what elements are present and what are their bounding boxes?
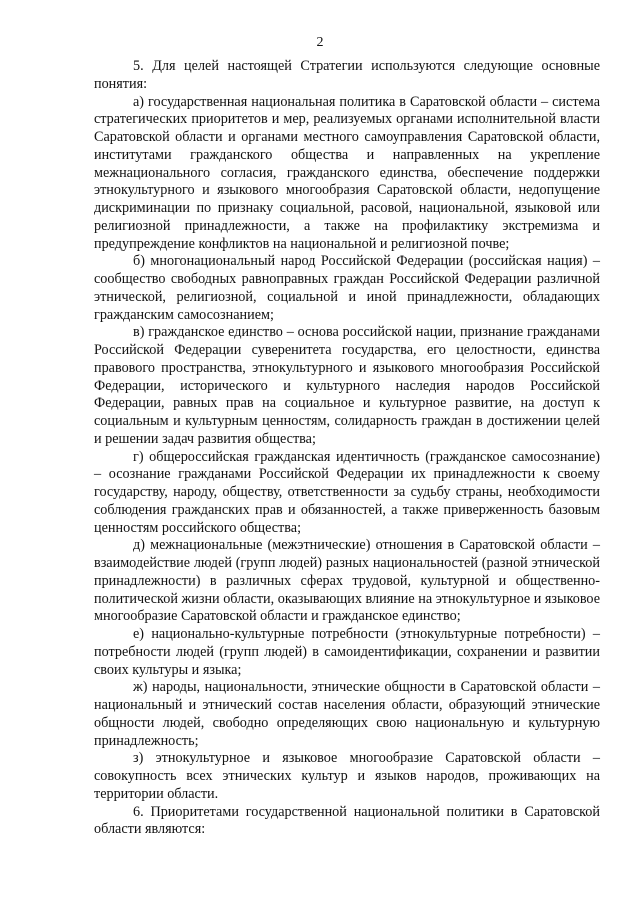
paragraph-item-zh: ж) народы, национальности, этнические общности в Саратовской области – национальный и этнический состав населения области, образующий этнические общности людей, свободно определяющих свою национальную и культурную принадлежность; — [94, 679, 600, 749]
paragraph-item-e: е) национально-культурные потребности (этнокультурные потребности) – потребности людей (групп людей) в самоидентификации, сохранении и развитии своих культуры и языка; — [94, 626, 600, 678]
paragraph-item-v: в) гражданское единство – основа российской нации, признание гражданами Российской Федерации суверенитета государства, его целостности, единства правового пространства, этнокультурного и языкового многообразия Российской Федерации, исторического и культурного наследия народов Российской Федерации, равных прав на социальное и культурное развитие, на доступ к социальным и культурным ценностям, солидарность граждан в достижении целей и решении задач развития общества; — [94, 324, 600, 447]
paragraph-item-a: а) государственная национальная политика в Саратовской области – система стратегических приоритетов и мер, реализуемых органами исполнительной власти Саратовской области и органами местного самоуправления Саратовской области, институтами гражданского общества и направленных на укрепление межнационального согласия, гражданского единства, обеспечение поддержки этнокультурного и языкового многообразия Саратовской области, недопущение дискриминации по признаку социальной, расовой, национальной, языковой или религиозной принадлежности, а также на профилактику экстремизма и предупреждение конфликтов на национальной и религиозной почве; — [94, 93, 600, 252]
paragraph-5-intro: 5. Для целей настоящей Стратегии используются следующие основные понятия: — [94, 58, 600, 92]
document-body — [94, 58, 600, 839]
page-number: 2 — [316, 35, 324, 50]
paragraph-item-g: г) общероссийская гражданская идентичность (гражданское самосознание) – осознание гражданами Российской Федерации их принадлежности к своему государству, народу, обществу, ответственности за судьбу страны, необходимости соблюдения гражданских прав и обязанностей, а также приверженность базовым ценностям российского общества; — [94, 448, 600, 536]
paragraph-6-intro: 6. Приоритетами государственной национальной политики в Саратовской области являются: — [94, 803, 600, 838]
paragraph-item-b: б) многонациональный народ Российской Федерации (российская нация) – сообщество свободных равноправных граждан Российской Федерации различной этнической, религиозной, социальной и иной принадлежности, обладающих гражданским самосознанием; — [94, 253, 600, 323]
paragraph-item-z: з) этнокультурное и языковое многообразие Саратовской области – совокупность всех этнических культур и языков народов, проживающих на территории области. — [94, 750, 600, 802]
paragraph-item-d: д) межнациональные (межэтнические) отношения в Саратовской области – взаимодействие людей (групп людей) разных национальностей (разной этнической принадлежности) в различных сферах трудовой, культурной и общественно-политической жизни области, оказывающих влияние на этнокультурное и языковое многообразие Саратовской области и гражданское единство; — [94, 537, 600, 625]
